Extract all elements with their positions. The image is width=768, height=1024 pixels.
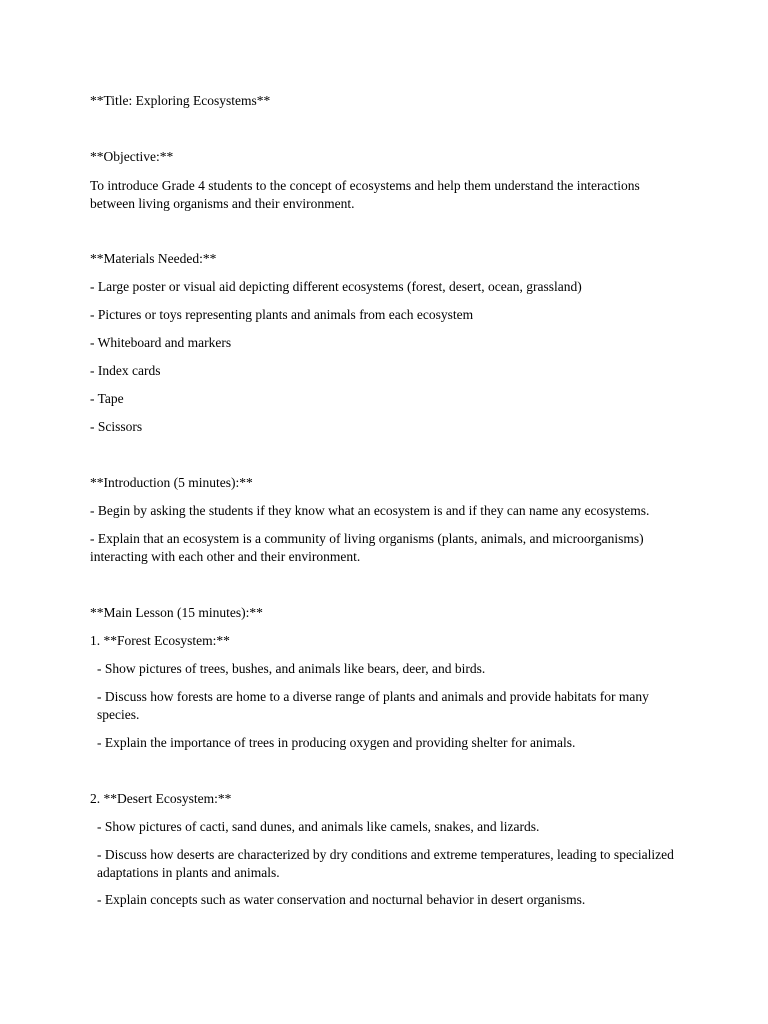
desert-item: - Discuss how deserts are characterized by dry conditions and extreme temperatures, leading to specialized adaptations in plants and animals. <box>97 847 674 880</box>
desert-item: - Explain concepts such as water conservation and nocturnal behavior in desert organisms. <box>97 892 586 907</box>
materials-heading: **Materials Needed:** <box>90 251 217 266</box>
doc-title: **Title: Exploring Ecosystems** <box>90 93 271 108</box>
forest-heading: 1. **Forest Ecosystem:** <box>90 633 230 648</box>
materials-item: - Scissors <box>90 419 143 434</box>
main-lesson-heading: **Main Lesson (15 minutes):** <box>90 605 263 620</box>
desert-item: - Show pictures of cacti, sand dunes, and animals like camels, snakes, and lizards. <box>97 819 540 834</box>
objective-text: To introduce Grade 4 students to the concept of ecosystems and help them understand the interactions between living organisms and their environment. <box>90 178 640 211</box>
intro-heading: **Introduction (5 minutes):** <box>90 475 253 490</box>
desert-heading: 2. **Desert Ecosystem:** <box>90 791 232 806</box>
materials-item: - Pictures or toys representing plants and animals from each ecosystem <box>90 307 474 322</box>
objective-heading: **Objective:** <box>90 149 174 164</box>
forest-item: - Discuss how forests are home to a diverse range of plants and animals and provide habitats for many species. <box>97 689 649 722</box>
intro-item: - Explain that an ecosystem is a community of living organisms (plants, animals, and microorganisms) interacting with each other and their environment. <box>90 531 644 564</box>
forest-item: - Explain the importance of trees in producing oxygen and providing shelter for animals. <box>97 735 576 750</box>
intro-item: - Begin by asking the students if they know what an ecosystem is and if they can name any ecosystems. <box>90 503 650 518</box>
materials-item: - Large poster or visual aid depicting different ecosystems (forest, desert, ocean, grassland) <box>90 279 582 294</box>
materials-item: - Index cards <box>90 363 161 378</box>
materials-item: - Whiteboard and markers <box>90 335 232 350</box>
forest-item: - Show pictures of trees, bushes, and animals like bears, deer, and birds. <box>97 661 486 676</box>
materials-item: - Tape <box>90 391 124 406</box>
